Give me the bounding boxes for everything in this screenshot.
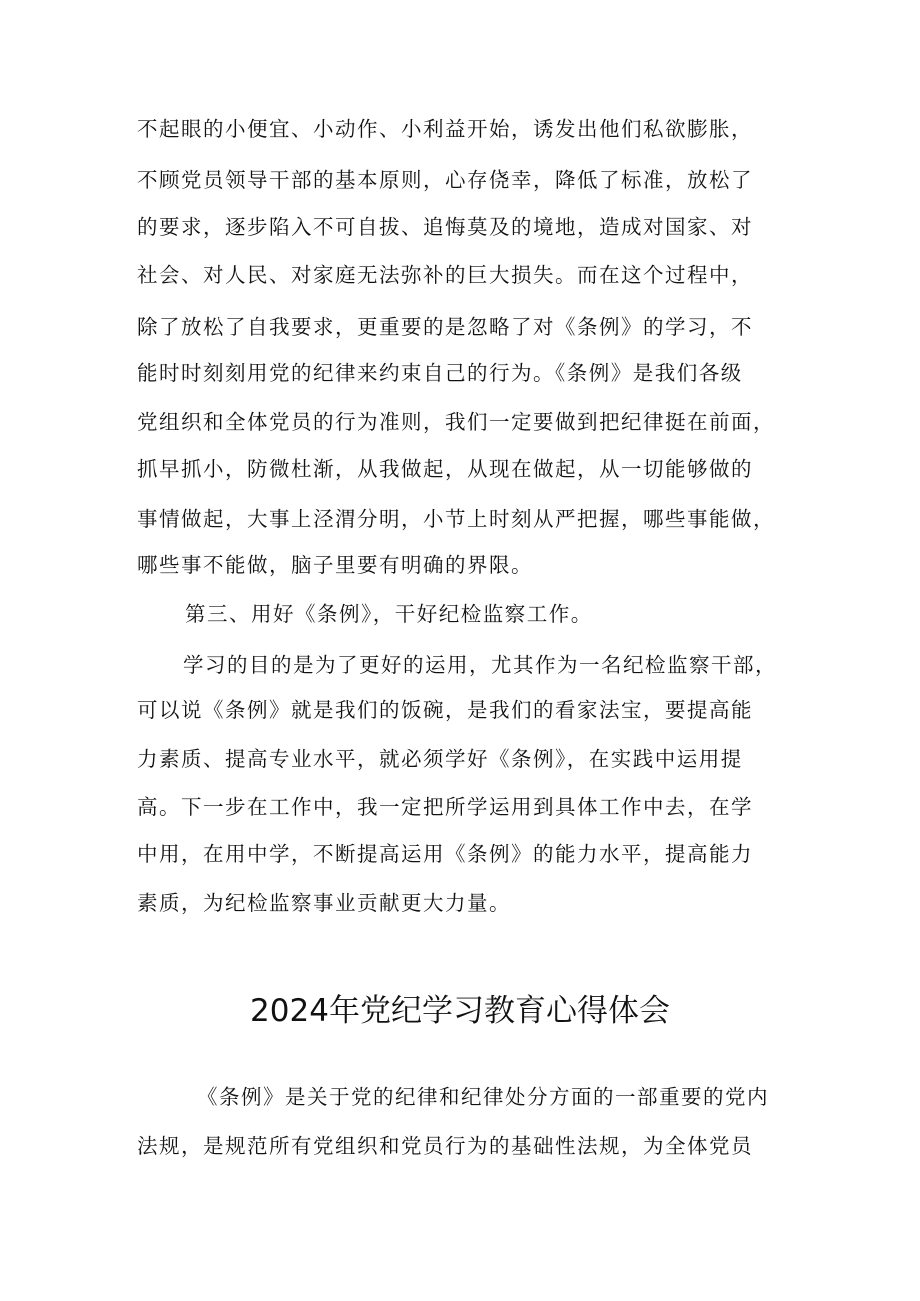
text-line: 法规，是规范所有党组织和党员行为的基础性法规，为全体党员 (137, 1134, 753, 1158)
text-line: 素质，为纪检监察事业贡献更大力量。 (137, 891, 511, 915)
text-line: 抓早抓小，防微杜渐，从我做起，从现在做起，从一切能够做的 (137, 457, 753, 481)
text-line: 学习的目的是为了更好的运用，尤其作为一名纪检监察干部， (183, 653, 777, 677)
text-line: 哪些事不能做，脑子里要有明确的界限。 (137, 553, 533, 577)
section-heading-text: 第三、用好《条例》，干好纪检监察工作。 (185, 602, 593, 626)
text-line: 《条例》是关于党的纪律和纪律处分方面的一部重要的党内 (197, 1085, 769, 1109)
text-line: 可以说《条例》就是我们的饭碗，是我们的看家法宝，要提高能 (137, 698, 753, 722)
text-line: 能时时刻刻用党的纪律来约束自己的行为。《条例》是我们各级 (137, 361, 743, 385)
text-line: 除了放松了自我要求，更重要的是忽略了对《条例》的学习，不 (137, 315, 753, 339)
page-title: 2024年党纪学习教育心得体会 (250, 993, 670, 1029)
text-line: 社会、对人民、对家庭无法弥补的巨大损失。而在这个过程中， (137, 263, 753, 287)
text-line: 中用，在用中学，不断提高运用《条例》的能力水平，提高能力 (137, 842, 753, 866)
text-line: 力素质、提高专业水平，就必须学好《条例》，在实践中运用提 (137, 747, 743, 771)
text-line: 不起眼的小便宜、小动作、小利益开始，诱发出他们私欲膨胀， (137, 117, 753, 141)
text-line: 不顾党员领导干部的基本原则，心存侥幸，降低了标准，放松了 (137, 168, 753, 192)
text-line: 高。下一步在工作中，我一定把所学运用到具体工作中去，在学 (137, 795, 753, 819)
text-line: 事情做起，大事上泾渭分明，小节上时刻从严把握，哪些事能做， (137, 507, 775, 531)
text-line: 党组织和全体党员的行为准则，我们一定要做到把纪律挺在前面， (137, 410, 775, 434)
text-line: 的要求，逐步陷入不可自拔、追悔莫及的境地，造成对国家、对 (137, 215, 753, 239)
